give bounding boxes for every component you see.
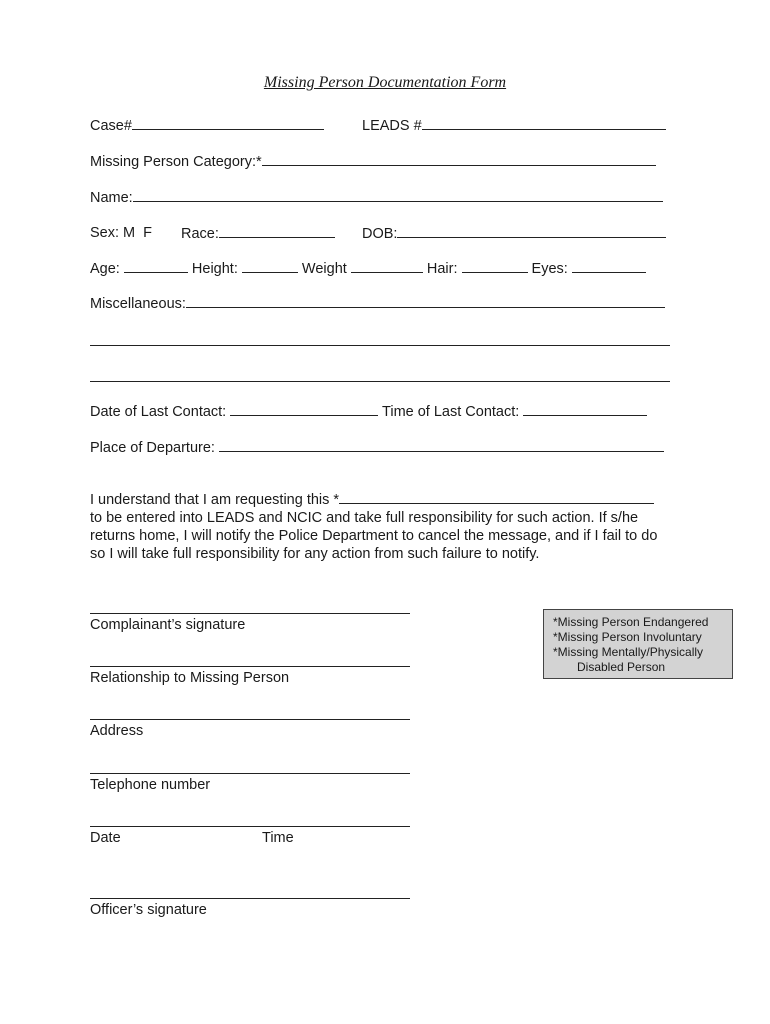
officer-signature-label: Officer’s signature (90, 902, 207, 918)
height-field[interactable] (242, 259, 298, 273)
form-title: Missing Person Documentation Form (263, 74, 507, 91)
complainant-signature-label: Complainant’s signature (90, 617, 246, 633)
date-label: Date (90, 830, 121, 846)
statement-intro: I understand that I am requesting this * (90, 492, 340, 508)
place-departure-field[interactable] (219, 438, 664, 452)
weight-field[interactable] (351, 259, 423, 273)
race-label: Race: (181, 226, 219, 242)
place-departure-label: Place of Departure: (90, 440, 215, 456)
category-endangered: *Missing Person Endangered (553, 615, 709, 629)
name-row (90, 188, 663, 207)
age-label: Age: (90, 261, 120, 277)
time-last-contact-field[interactable] (523, 402, 647, 416)
case-field[interactable] (132, 116, 324, 130)
age-field[interactable] (124, 259, 188, 273)
address-label: Address (90, 723, 144, 739)
officer-signature-line[interactable] (90, 898, 410, 899)
hair-label: Hair: (426, 261, 458, 277)
category-field[interactable] (262, 152, 656, 166)
statement-body: to be entered into LEADS and NCIC and take full responsibility for such action. If s/he returns home, I will notify the Police Department to cancel the message, and if I fail to do so I will take full responsibility for any action from such failure to notify. (90, 510, 658, 562)
date-time-line[interactable] (90, 826, 410, 827)
last-contact-label: Date of Last Contact: (90, 404, 227, 420)
dob-row (362, 224, 666, 243)
misc-label: Miscellaneous: (90, 296, 186, 312)
category-disabled-cont: Disabled Person (577, 660, 666, 674)
time-label: Time (262, 830, 294, 846)
sex-label[interactable]: Sex: M F (90, 225, 153, 241)
dob-label: DOB: (362, 226, 398, 242)
leads-row (362, 116, 666, 135)
dob-field[interactable] (397, 224, 666, 238)
category-row (90, 152, 656, 171)
misc-field[interactable] (186, 294, 665, 308)
misc-line-3[interactable] (90, 381, 670, 382)
request-type-field[interactable] (339, 490, 654, 504)
case-row (90, 116, 324, 135)
category-notice-box (543, 609, 733, 679)
sex-row (90, 224, 152, 242)
category-involuntary: *Missing Person Involuntary (553, 630, 702, 644)
last-contact-field[interactable] (230, 402, 378, 416)
eyes-label: Eyes: (531, 261, 568, 277)
relationship-label: Relationship to Missing Person (90, 670, 290, 686)
complainant-signature-line[interactable] (90, 613, 410, 614)
leads-field[interactable] (422, 116, 666, 130)
address-line[interactable] (90, 719, 410, 720)
weight-label: Weight (301, 261, 347, 277)
relationship-line[interactable] (90, 666, 410, 667)
telephone-line[interactable] (90, 773, 410, 774)
departure-row (90, 438, 664, 457)
eyes-field[interactable] (572, 259, 646, 273)
last-contact-row (90, 402, 647, 421)
physical-row (90, 259, 646, 278)
race-row (181, 224, 335, 243)
leads-label: LEADS # (362, 118, 422, 134)
category-label: Missing Person Category:* (90, 154, 262, 170)
misc-line-2[interactable] (90, 345, 670, 346)
name-label: Name: (90, 190, 133, 206)
height-label: Height: (191, 261, 238, 277)
statement-paragraph (90, 490, 690, 563)
telephone-label: Telephone number (90, 777, 211, 793)
category-disabled: *Missing Mentally/Physically (553, 645, 704, 659)
race-field[interactable] (219, 224, 335, 238)
name-field[interactable] (133, 188, 663, 202)
misc-row (90, 294, 665, 313)
time-last-contact-label: Time of Last Contact: (382, 404, 520, 420)
case-label: Case# (90, 118, 132, 134)
hair-field[interactable] (462, 259, 528, 273)
